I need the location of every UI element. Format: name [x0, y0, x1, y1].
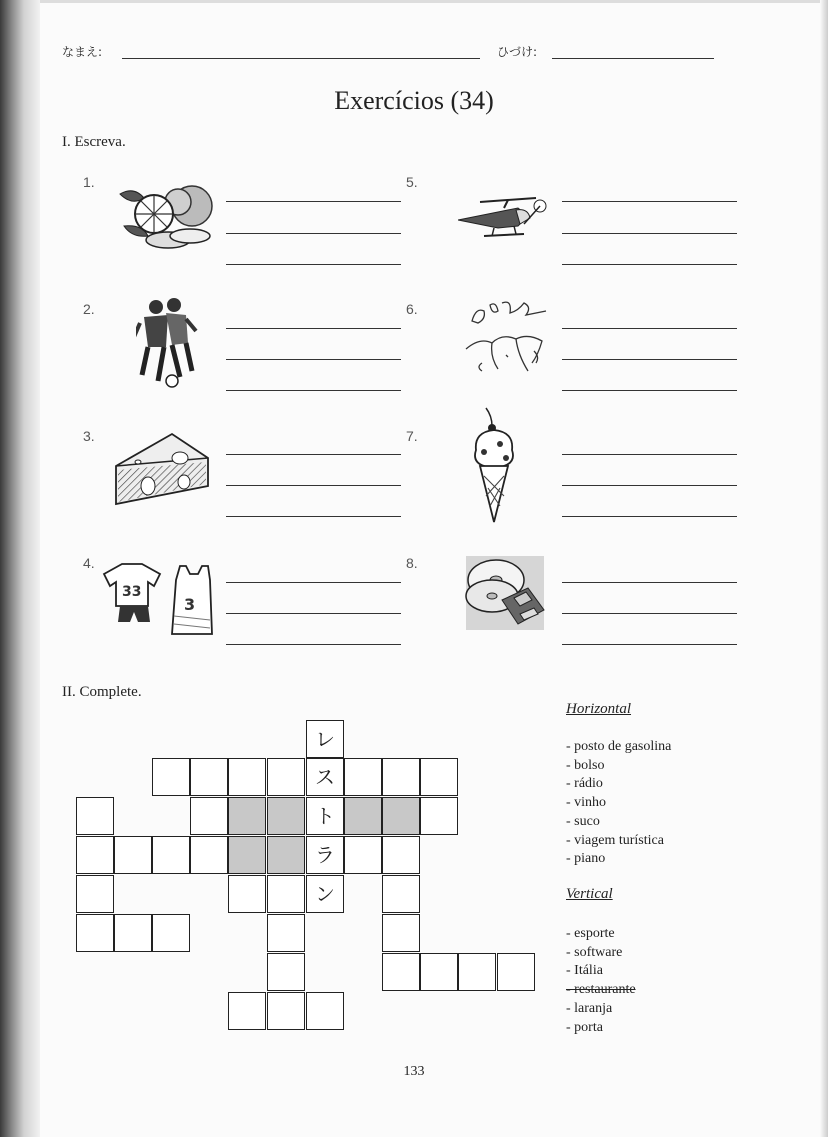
crossword-cell[interactable] [267, 914, 305, 952]
europe-map-icon [462, 297, 550, 377]
crossword-cell[interactable] [344, 836, 382, 874]
vertical-clues-list [566, 925, 636, 1037]
crossword-cell-shaded [228, 797, 266, 835]
answer-line[interactable] [562, 264, 737, 265]
ice-cream-icon [470, 406, 520, 524]
date-field-line[interactable] [552, 58, 714, 59]
crossword-cell[interactable] [228, 758, 266, 796]
clue-item: - posto de gasolina [566, 739, 672, 754]
answer-line[interactable] [226, 233, 401, 234]
answer-line[interactable] [562, 613, 737, 614]
answer-line[interactable] [562, 582, 737, 583]
item-number: 6. [406, 301, 418, 317]
right-edge [820, 0, 828, 1137]
crossword-cell[interactable] [228, 875, 266, 913]
crossword-letter: レ [315, 727, 335, 751]
answer-line[interactable] [226, 390, 401, 391]
crossword-letter: ン [315, 882, 335, 906]
clue-item-struck: - restaurante [566, 982, 636, 998]
clue-item: - esporte [566, 926, 615, 941]
crossword-cell-shaded [382, 797, 420, 835]
page-title: Exercícios (34) [334, 86, 494, 115]
crossword-cell-shaded [344, 797, 382, 835]
crossword-cell[interactable] [382, 836, 420, 874]
crossword-cell[interactable] [267, 875, 305, 913]
crossword-letter: ラ [315, 843, 335, 867]
clue-item: - rádio [566, 776, 603, 792]
page-number: 133 [403, 1064, 425, 1079]
crossword-letter: ス [315, 765, 335, 789]
answer-line[interactable] [562, 233, 737, 234]
answer-line[interactable] [226, 516, 401, 517]
helicopter-icon [458, 192, 550, 244]
clue-item: - viagem turística [566, 832, 664, 848]
item-number: 5. [406, 174, 418, 190]
svg-text:3: 3 [184, 595, 196, 614]
answer-line[interactable] [226, 201, 401, 202]
section1-heading: I. Escreva. [62, 134, 126, 150]
item-number: 4. [83, 555, 95, 571]
answer-line[interactable] [562, 359, 737, 360]
answer-line[interactable] [562, 485, 737, 486]
name-field-line[interactable] [122, 58, 480, 59]
answer-line[interactable] [562, 201, 737, 202]
crossword-cell[interactable] [382, 914, 420, 952]
crossword-cell[interactable] [114, 914, 152, 952]
crossword-cell[interactable] [114, 836, 152, 874]
crossword-letter: ト [315, 804, 335, 828]
crossword-cell[interactable] [267, 758, 305, 796]
crossword-cell[interactable] [76, 914, 114, 952]
answer-line[interactable] [226, 485, 401, 486]
crossword-cell[interactable] [228, 992, 266, 1030]
crossword-cell[interactable] [152, 758, 190, 796]
crossword-cell[interactable] [190, 836, 228, 874]
item-number: 8. [406, 555, 418, 571]
answer-line[interactable] [226, 644, 401, 645]
section2-heading: II. Complete. [62, 684, 142, 700]
crossword-cell[interactable] [344, 758, 382, 796]
answer-line[interactable] [562, 644, 737, 645]
book-spine-shadow [0, 0, 40, 1137]
soccer-players-icon [136, 297, 198, 389]
clue-item: - piano [566, 851, 606, 867]
crossword-cell[interactable] [497, 953, 535, 991]
crossword-cell[interactable] [76, 836, 114, 874]
crossword-cell[interactable] [76, 875, 114, 913]
crossword-cell[interactable] [458, 953, 496, 991]
crossword-cell[interactable] [306, 992, 344, 1030]
crossword-cell[interactable] [420, 953, 458, 991]
crossword-cell[interactable] [152, 836, 190, 874]
answer-line[interactable] [562, 454, 737, 455]
clue-item: - Itália [566, 963, 603, 979]
crossword-cell[interactable] [420, 797, 458, 835]
crossword-cell-shaded [228, 836, 266, 874]
answer-line[interactable] [226, 613, 401, 614]
clue-item: - bolso [566, 757, 605, 773]
item-number: 2. [83, 301, 95, 317]
crossword-cell[interactable] [382, 953, 420, 991]
answer-line[interactable] [226, 264, 401, 265]
clue-item: - suco [566, 813, 600, 829]
crossword-cell[interactable] [152, 914, 190, 952]
crossword-cell[interactable] [76, 797, 114, 835]
sports-uniform-icon [98, 556, 222, 640]
answer-line[interactable] [226, 454, 401, 455]
svg-text:33: 33 [122, 584, 142, 600]
vertical-clues-title: Vertical [566, 886, 613, 902]
item-number: 7. [406, 428, 418, 444]
answer-line[interactable] [226, 328, 401, 329]
crossword-cell-shaded [267, 797, 305, 835]
date-label: ひづけ: [497, 45, 538, 59]
answer-line[interactable] [562, 516, 737, 517]
clue-item: - laranja [566, 1000, 613, 1016]
cd-floppy-icon [462, 552, 546, 632]
answer-line[interactable] [562, 390, 737, 391]
item-number: 3. [83, 428, 95, 444]
crossword-cell[interactable] [190, 797, 228, 835]
crossword-cell[interactable] [190, 758, 228, 796]
answer-line[interactable] [226, 359, 401, 360]
oranges-icon [118, 180, 214, 256]
clue-item: - porta [566, 1019, 603, 1035]
cheese-icon [108, 428, 218, 510]
crossword-cell[interactable] [267, 992, 305, 1030]
horizontal-clues-title: Horizontal [566, 701, 632, 717]
crossword-cell[interactable] [267, 953, 305, 991]
crossword-cell[interactable] [420, 758, 458, 796]
crossword-cell[interactable] [382, 758, 420, 796]
horizontal-clues-list [566, 738, 671, 869]
crossword-cell-shaded [267, 836, 305, 874]
answer-line[interactable] [562, 328, 737, 329]
top-edge [40, 0, 828, 3]
answer-line[interactable] [226, 582, 401, 583]
item-number: 1. [83, 174, 95, 190]
clue-item: - vinho [566, 795, 607, 811]
clue-item: - software [566, 944, 623, 960]
name-label: なまえ: [62, 45, 103, 59]
crossword-cell[interactable] [382, 875, 420, 913]
